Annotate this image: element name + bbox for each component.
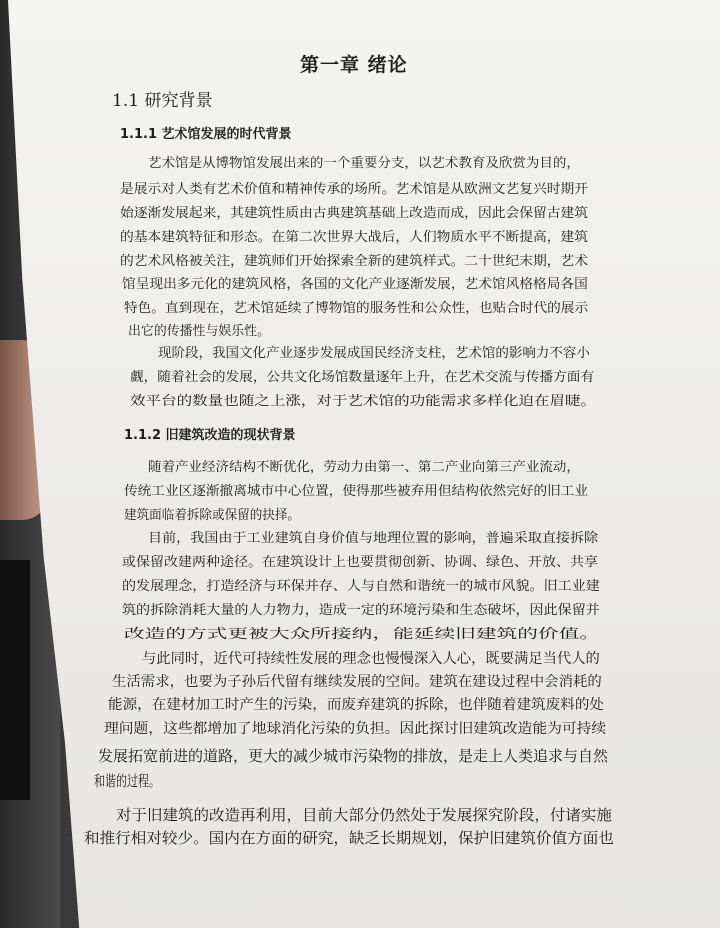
- body-line: 改造的方式更被大众所接纳，能延续旧建筑的价值。: [124, 627, 601, 642]
- body-line: 和谐的过程。: [94, 772, 160, 790]
- body-line: 对于旧建筑的改造再利用，目前大部分仍然处于发展探究阶段，付诸实施: [116, 806, 612, 824]
- subsection-heading-2: 1.1.2 旧建筑改造的现状背景: [124, 428, 296, 443]
- body-line: 随着产业经济结构不断优化，劳动力由第一、第二产业向第三产业流动，: [148, 460, 580, 475]
- body-line: 的发展理念，打造经济与环保并存、人与自然和谐统一的城市风貌。旧工业建: [122, 579, 600, 594]
- body-line: 出它的传播性与娱乐性。: [128, 324, 271, 339]
- body-line: 的艺术风格被关注，建筑师们开始探索全新的建筑样式。二十世纪末期，艺术: [120, 254, 589, 269]
- body-line: 能源，在建材加工时产生的污染，而废弃建筑的拆除，也伴随着建筑废料的处: [108, 697, 604, 713]
- body-line: 生活需求，也要为子孙后代留有继续发展的空间。建筑在建设过程中会消耗的: [112, 674, 602, 690]
- body-line: 或保留改建两种途径。在建筑设计上也要贯彻创新、协调、绿色、开放、共享: [122, 555, 599, 570]
- body-line: 传统工业区逐渐撤离城市中心位置，使得那些被弃用但结构依然完好的旧工业: [124, 484, 589, 499]
- body-line: 发展拓宽前进的道路，更大的减少城市污染物的排放，是走上人类追求与自然: [98, 747, 609, 765]
- body-line: 建筑面临着拆除或保留的抉择。: [124, 508, 301, 523]
- body-line: 艺术馆是从博物馆发展出来的一个重要分支，以艺术教育及欣赏为目的，: [148, 156, 580, 171]
- body-line: 效平台的数量也随之上涨，对于艺术馆的功能需求多样化迫在眉睫。: [130, 394, 597, 409]
- body-line: 觑，随着社会的发展，公共文化场馆数量逐年上升，在艺术交流与传播方面有: [130, 370, 595, 385]
- subsection-heading-1: 1.1.1 艺术馆发展的时代背景: [120, 127, 292, 142]
- body-line: 特色。直到现在，艺术馆延续了博物馆的服务性和公众性，也贴合时代的展示: [124, 301, 589, 316]
- chapter-title: 第一章 绪论: [300, 54, 408, 76]
- body-line: 和推行相对较少。国内在方面的研究，缺乏长期规划，保护旧建筑价值方面也: [84, 829, 614, 847]
- body-line: 筑的拆除消耗大量的人力物力，造成一定的环境污染和生态破坏，因此保留并: [122, 603, 600, 618]
- body-line: 目前，我国由于工业建筑自身价值与地理位置的影响，普遍采取直接拆除: [148, 531, 599, 546]
- body-line: 馆呈现出多元化的建筑风格，各国的文化产业逐渐发展，艺术馆风格格局各国: [122, 277, 588, 292]
- section-heading: 1.1 研究背景: [112, 91, 213, 111]
- body-line: 是展示对人类有艺术价值和精神传承的场所。艺术馆是从欧洲文艺复兴时期开: [120, 182, 589, 197]
- body-line: 理问题，这些都增加了地球消化污染的负担。因此探讨旧建筑改造能为可持续: [104, 721, 607, 737]
- body-line: 的基本建筑特征和形态。在第二次世界大战后，人们物质水平不断提高，建筑: [120, 230, 589, 245]
- body-line: 现阶段，我国文化产业逐步发展成国民经济支柱，艺术馆的影响力不容小: [158, 346, 590, 361]
- body-line: 始逐渐发展起来，其建筑性质由古典建筑基础上改造而成，因此会保留古建筑: [120, 206, 589, 221]
- body-line: 与此同时，近代可持续性发展的理念也慢慢深入人心，既要满足当代人的: [142, 651, 600, 667]
